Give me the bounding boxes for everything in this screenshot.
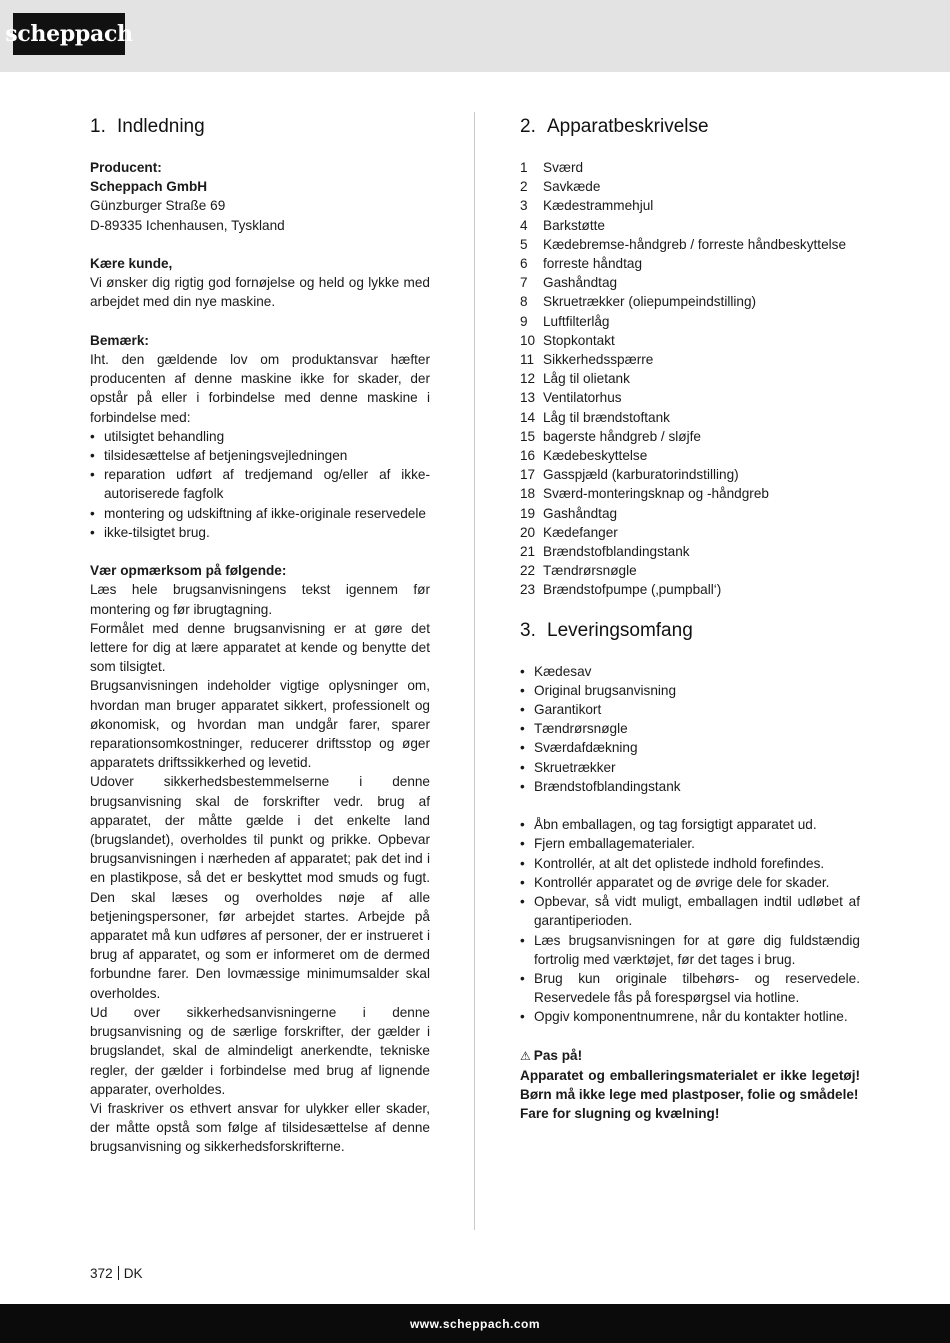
part-item: 14 Låg til brændstoftank <box>520 409 670 425</box>
part-item: 23 Brændstofpumpe (‚pumpball‘) <box>520 582 722 598</box>
part-item: 20 Kædefanger <box>520 524 618 540</box>
scope-item: • Sværdafdækning <box>520 738 860 757</box>
part-item: 12 Låg til olietank <box>520 371 630 387</box>
part-item: 15 bagerste håndgreb / sløjfe <box>520 428 701 444</box>
language-code: DK <box>123 1266 143 1281</box>
part-item: 22 Tændrørsnøgle <box>520 563 637 579</box>
intro-paragraph: Brugsanvisningen indeholder vigtige oplysninger om, hvordan man bruger apparatet sikkert, professionelt og økonomisk, og hvordan man undgår farer, sparer reparationsomkostninger, reducerer driftsstop og øger apparatets driftssikkerhed og levetid. <box>90 678 430 771</box>
scope-item: • Garantikort <box>520 700 860 719</box>
part-item: 2 Savkæde <box>520 179 601 195</box>
note-text: Iht. den gældende lov om produktansvar hæfter producenten af denne maskine ikke for skader, der opstår på eller i forbindelse med denne maskine i forbindelse med: <box>90 352 430 425</box>
part-item: 8 Skruetrækker (oliepumpeindstilling) <box>520 294 757 310</box>
footer-band <box>0 1304 950 1343</box>
step-item: • Kontrollér apparatet og de øvrige dele for skader. <box>520 873 860 892</box>
list-item: • ikke-tilsigtet brug. <box>90 523 430 542</box>
intro-paragraph: Ud over sikkerhedsanvisningerne i denne brugsanvisning og de særlige forskrifter, der gælder i brugslandet, skal de almindeligt anerkendte, tekniske regler, der gælder i forbindelse med brug af lignende apparater, overholdes. <box>90 1004 430 1097</box>
warning-triangle-icon: ⚠ <box>520 1048 531 1063</box>
step-item: • Opbevar, så vidt muligt, emballagen indtil udløbet af garantiperioden. <box>520 892 860 930</box>
part-item: 17 Gasspjæld (karburatorindstilling) <box>520 467 739 483</box>
step-item: • Fjern emballagematerialer. <box>520 834 860 853</box>
dear-customer-text: Vi ønsker dig rigtig god fornøjelse og held og lykke med arbejdet med din nye maskine. <box>90 275 430 310</box>
part-item: 1 Sværd <box>520 160 584 175</box>
producer-address-city: D-89335 Ichenhausen, Tyskland <box>90 217 285 233</box>
part-item: 18 Sværd-monteringsknap og -håndgreb <box>520 486 769 502</box>
list-item: • tilsidesættelse af betjeningsvejledningen <box>90 446 430 465</box>
part-item: 11 Sikkerhedsspærre <box>520 352 654 368</box>
left-column <box>90 114 430 1157</box>
part-item: 9 Luftfilterlåg <box>520 313 610 329</box>
part-item: 16 Kædebeskyttelse <box>520 448 648 464</box>
part-item: 7 Gashåndtag <box>520 275 618 291</box>
producer-label: Producent: <box>90 160 162 175</box>
part-item: 13 Ventilatorhus <box>520 390 622 406</box>
part-item: 4 Barkstøtte <box>520 217 605 233</box>
warning-text: Apparatet og emballeringsmaterialet er ikke legetøj! Børn må ikke lege med plastposer, folie og smådele! <box>520 1067 860 1103</box>
parts-list <box>520 158 860 600</box>
list-item: • utilsigtet behandling <box>90 427 430 446</box>
dear-customer-label: Kære kunde, <box>90 256 173 271</box>
page-number: 372 <box>90 1266 113 1281</box>
producer-name: Scheppach GmbH <box>90 179 208 195</box>
scope-item: • Tændrørsnøgle <box>520 719 860 738</box>
section-2-heading: 2. Apparatbeskrivelse <box>520 116 709 137</box>
warning-hazard: Fare for slugning og kvælning! <box>520 1106 720 1122</box>
part-item: 10 Stopkontakt <box>520 332 615 348</box>
intro-paragraph: Udover sikkerhedsbestemmelserne i denne brugsanvisning skal de forskrifter vedr. brug af apparatet, der måtte gælde i det enkelte land (brugslandet), overholdes til punkt og prikke. Opbevar brugsanvisningen i nærheden af apparatet; pak det ind i en plastikpose, så det er beskyttet mod smuds og fugt. Den skal læses og overholdes nøje af alle betjeningspersoner, før arbejdet startes. Arbejde på apparatet må kun udføres af personer, der er instrueret i brug af apparatet, og som er informeret om de dermed forbundne farer. Den lovmæssige minimumsalder skal overholdes. <box>90 774 430 1001</box>
scope-item: • Brændstofblandingstank <box>520 777 860 796</box>
scope-list <box>520 662 860 796</box>
part-item: 6 forreste håndtag <box>520 256 642 272</box>
section-1-heading: 1. Indledning <box>90 116 205 137</box>
scheppach-logo: scheppach <box>13 13 125 55</box>
part-item: 3 Kædestrammehjul <box>520 198 654 214</box>
list-item: • montering og udskiftning af ikke-originale reservedele <box>90 504 430 523</box>
intro-paragraph: Formålet med denne brugsanvisning er at gøre det lettere for dig at lære apparatet at kende og benytte det som tilsigtet. <box>90 620 430 675</box>
step-item: • Opgiv komponentnumrene, når du kontakter hotline. <box>520 1007 860 1026</box>
scope-item: • Kædesav <box>520 662 860 681</box>
step-item: • Læs brugsanvisningen for at gøre dig fuldstændig fortrolig med værktøjet, før det tages i brug. <box>520 931 860 969</box>
intro-paragraph: Læs hele brugsanvisningens tekst igennem før montering og før ibrugtagning. <box>90 582 430 617</box>
step-item: • Brug kun originale tilbehørs- og reservedele. Reservedele fås på forespørgsel via hotline. <box>520 969 860 1007</box>
scope-item: • Skruetrækker <box>520 758 860 777</box>
part-item: 19 Gashåndtag <box>520 505 618 521</box>
warning-title: ⚠ Pas på! <box>520 1046 860 1066</box>
column-divider <box>474 112 475 1230</box>
section-3-heading: 3. Leveringsomfang <box>520 619 693 641</box>
right-column <box>520 114 860 1124</box>
scope-item: • Original brugsanvisning <box>520 681 860 700</box>
website-link[interactable]: www.scheppach.com <box>409 1316 541 1331</box>
list-item: • reparation udført af tredjemand og/eller af ikke-autoriserede fagfolk <box>90 465 430 503</box>
page-footer-label <box>90 1265 143 1283</box>
step-item: • Kontrollér, at alt det oplistede indhold forefindes. <box>520 854 860 873</box>
intro-paragraph: Vi fraskriver os ethvert ansvar for ulykker eller skader, der måtte opstå som følge af tilsidesættelse af denne brugsanvisning og sikkerhedsforskrifterne. <box>90 1100 430 1155</box>
unpacking-steps-list <box>520 815 860 1026</box>
step-item: • Åbn emballagen, og tag forsigtigt apparatet ud. <box>520 815 860 834</box>
part-item: 21 Brændstofblandingstank <box>520 544 690 560</box>
producer-address-street: Günzburger Straße 69 <box>90 198 226 214</box>
attention-label: Vær opmærksom på følgende: <box>90 563 287 579</box>
part-item: 5 Kædebremse-håndgreb / forreste håndbeskyttelse <box>520 236 847 252</box>
note-label: Bemærk: <box>90 332 149 348</box>
header-band <box>0 0 950 72</box>
liability-list <box>90 427 430 542</box>
footer-separator <box>118 1266 119 1280</box>
